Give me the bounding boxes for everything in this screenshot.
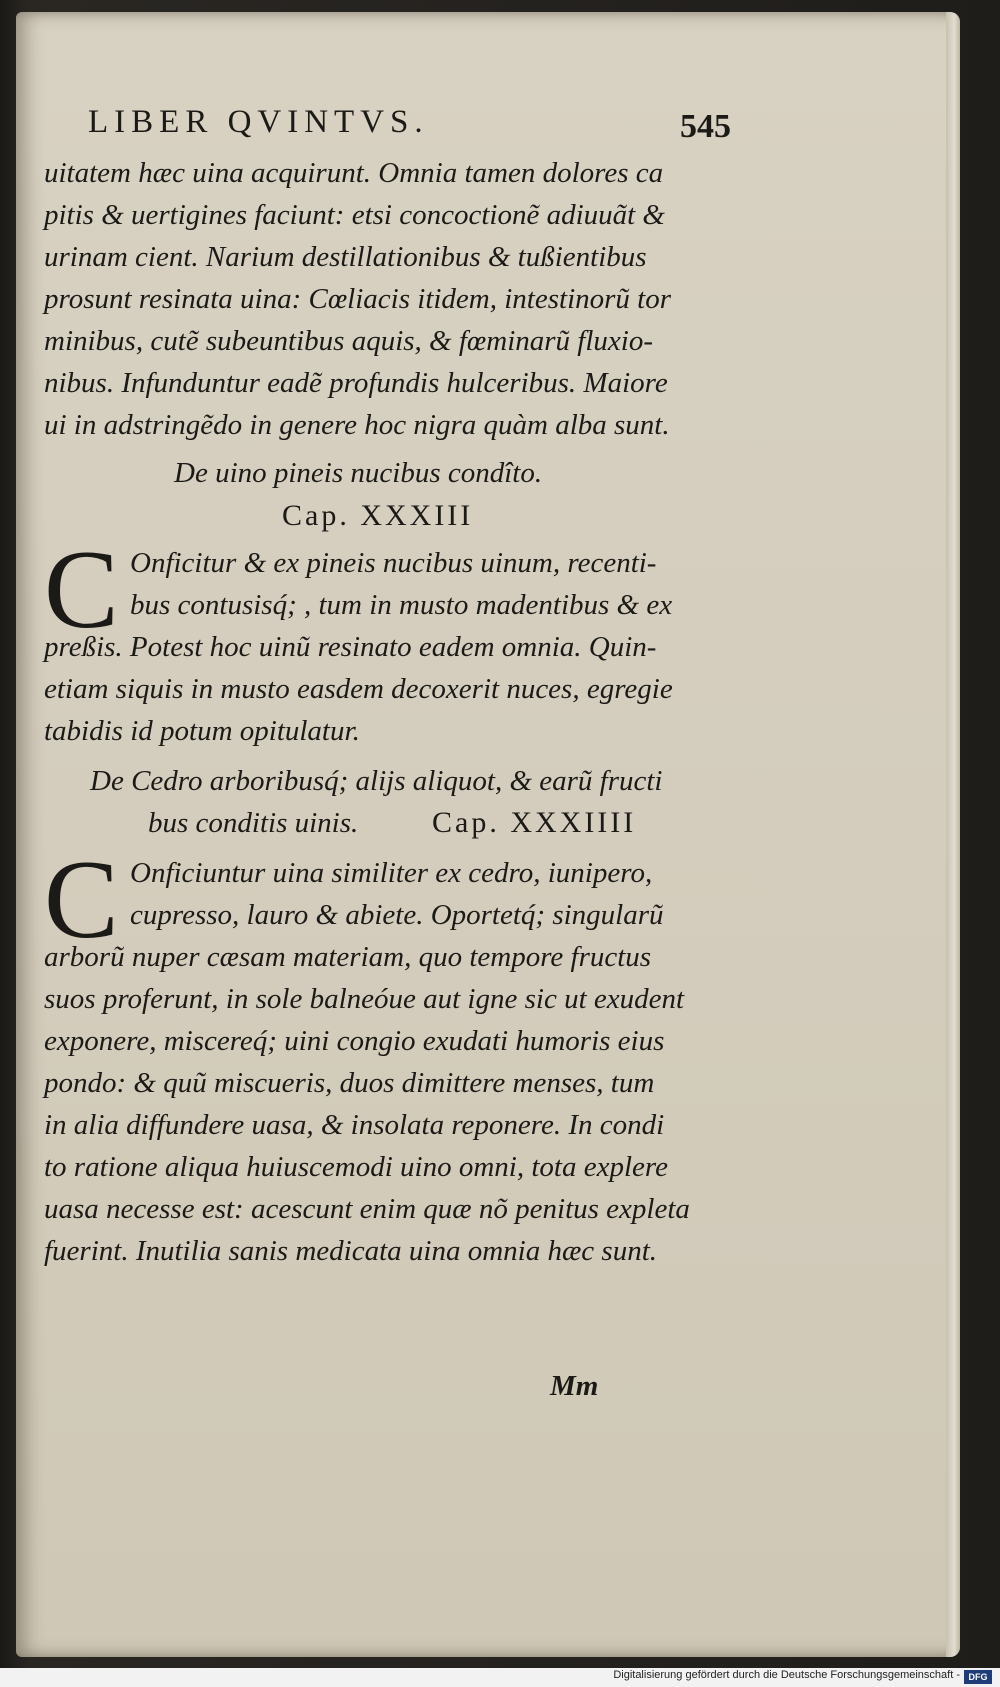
dfg-logo-icon: DFG <box>964 1670 992 1684</box>
page-number: 545 <box>680 108 731 145</box>
running-title: LIBER QVINTVS. <box>88 104 429 140</box>
text-line: ui in adstringẽdo in genere hoc nigra quàm alba sunt. <box>44 409 670 441</box>
text-line: Onficiuntur uina similiter ex cedro, iunipero, <box>130 857 653 889</box>
digitization-footer <box>0 1668 1000 1687</box>
text-line: pondo: & quũ miscueris, duos dimittere menses, tum <box>44 1067 655 1099</box>
drop-capital: C <box>44 838 119 962</box>
text-line: Onficitur & ex pineis nucibus uinum, recenti- <box>130 547 657 579</box>
text-line: urinam cient. Narium destillationibus & tußientibus <box>44 241 647 273</box>
text-line: tabidis id potum opitulatur. <box>44 715 360 747</box>
footer-credit: Digitalisierung gefördert durch die Deutsche Forschungsgemeinschaft - <box>613 1669 960 1681</box>
text-line: suos proferunt, in sole balneóue aut igne sic ut exudent <box>44 983 685 1015</box>
text-line: etiam siquis in musto easdem decoxerit nuces, egregie <box>44 673 673 705</box>
text-line: prosunt resinata uina: Cœliacis itidem, intestinorũ tor <box>44 283 672 315</box>
text-line: to ratione aliqua huiuscemodi uino omni, tota explere <box>44 1151 668 1183</box>
section-heading-continued: bus conditis uinis. <box>148 807 359 839</box>
text-line: in alia diffundere uasa, & insolata reponere. In condi <box>44 1109 665 1141</box>
text-line: fuerint. Inutilia sanis medicata uina omnia hæc sunt. <box>44 1235 658 1267</box>
text-line: arborũ nuper cæsam materiam, quo tempore fructus <box>44 941 652 973</box>
text-line: bus contusisq́; , tum in musto madentibus & ex <box>130 589 673 621</box>
chapter-number: Cap. XXXIIII <box>432 806 637 839</box>
text-line: pitis & uertigines faciunt: etsi concoctionẽ adiuuãt & <box>44 199 665 231</box>
text-line: uasa necesse est: acescunt enim quæ nõ penitus expleta <box>44 1193 690 1225</box>
text-line: uitatem hæc uina acquirunt. Omnia tamen dolores ca <box>44 157 664 189</box>
text-line: nibus. Infunduntur eadẽ profundis hulceribus. Maiore <box>44 367 668 399</box>
chapter-number: Cap. XXXIII <box>282 499 474 532</box>
signature-mark: Mm <box>550 1370 599 1402</box>
page-edge <box>946 12 960 1657</box>
running-head <box>44 104 744 154</box>
text-line: cupresso, lauro & abiete. Oportetq́; singularũ <box>130 899 664 931</box>
section-heading: De Cedro arboribusq́; alijs aliquot, & earũ fructi <box>90 765 663 797</box>
section-heading: De uino pineis nucibus condîto. <box>174 457 543 489</box>
text-line: minibus, cutẽ subeuntibus aquis, & fœminarũ fluxio- <box>44 325 653 357</box>
text-line: preßis. Potest hoc uinũ resinato eadem omnia. Quin- <box>44 631 657 663</box>
text-line: exponere, miscereq́; uini congio exudati humoris eius <box>44 1025 665 1057</box>
drop-capital: C <box>44 528 119 652</box>
book-page <box>16 12 960 1657</box>
